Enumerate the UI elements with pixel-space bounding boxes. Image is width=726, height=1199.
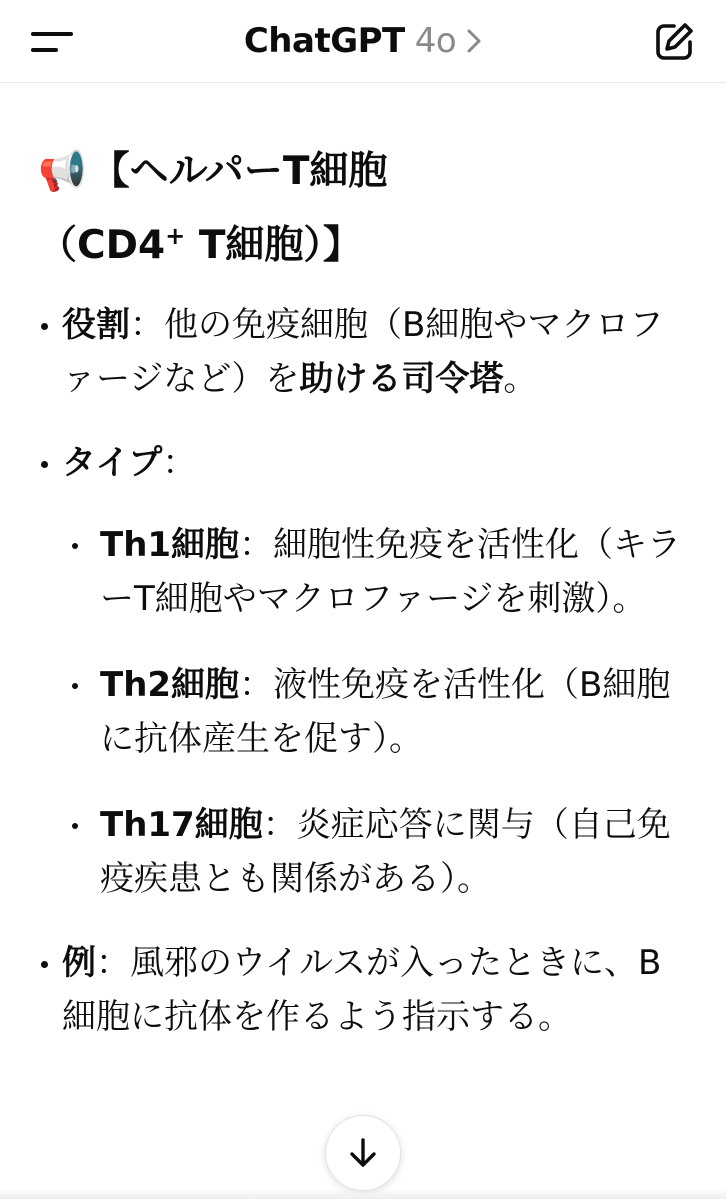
list-item-types: タイプ： Th1細胞：細胞性免疫を活性化（キラーT細胞やマクロファージを刺激）。 Th2細胞：液性免疫を活性化（B細胞に抗体産生を促す）。 Th17細胞：炎症応答に関与（自己免疫疾患とも関係がある）。 — [38, 436, 688, 906]
item-text: 炎症応答に関与（自己免疫疾患とも関係がある）。 — [100, 805, 671, 899]
list-item-th1: Th1細胞：細胞性免疫を活性化（キラーT細胞やマクロファージを刺激）。 — [62, 518, 688, 626]
new-chat-button[interactable] — [652, 20, 696, 64]
item-label: 例 — [62, 943, 96, 983]
heading-superscript: + — [165, 222, 186, 250]
sub-list — [62, 518, 688, 906]
heading-line-2-start: （CD4 — [38, 223, 166, 268]
item-text: 細胞性免疫を活性化（キラーT細胞やマクロファージを刺激）。 — [100, 525, 682, 619]
list-item-role: 役割：他の免疫細胞（B細胞やマクロファージなど）を助ける司令塔。 — [38, 298, 688, 406]
scroll-to-bottom-button[interactable] — [325, 1115, 401, 1191]
megaphone-icon: 📢 — [38, 149, 87, 194]
item-text: 風邪のウイルスが入ったときに、B細胞に抗体を作るよう指示する。 — [62, 943, 662, 1037]
item-text: 液性免疫を活性化（B細胞に抗体産生を促す）。 — [100, 665, 671, 759]
heading-line-1: 【ヘルパーT細胞 — [90, 149, 388, 194]
menu-button[interactable] — [30, 24, 76, 60]
item-label: Th2細胞 — [100, 665, 240, 705]
item-bold-text: 助ける司令塔 — [299, 359, 504, 399]
arrow-down-icon — [345, 1135, 381, 1171]
model-selector[interactable] — [244, 21, 482, 61]
chevron-right-icon — [466, 28, 482, 54]
list-item-th2: Th2細胞：液性免疫を活性化（B細胞に抗体産生を促す）。 — [62, 658, 688, 766]
item-text: 他の免疫細胞（B細胞やマクロファージなど）を — [62, 305, 664, 399]
new-chat-icon — [652, 20, 696, 64]
list-item-th17: Th17細胞：炎症応答に関与（自己免疫疾患とも関係がある）。 — [62, 798, 688, 906]
list-item-example: 例：風邪のウイルスが入ったときに、B細胞に抗体を作るよう指示する。 — [38, 936, 688, 1044]
item-label: Th1細胞 — [100, 525, 240, 565]
assistant-message — [38, 140, 688, 1074]
section-heading — [38, 140, 688, 278]
bottom-fade — [0, 1189, 726, 1199]
model-name: 4o — [414, 21, 457, 61]
item-label: 役割 — [62, 305, 130, 345]
item-label: タイプ — [62, 443, 163, 483]
item-label: Th17細胞 — [100, 805, 263, 845]
heading-line-2-end: T細胞）】 — [185, 223, 362, 268]
app-title: ChatGPT — [243, 21, 405, 61]
top-bar — [0, 0, 726, 83]
menu-icon — [30, 28, 74, 56]
